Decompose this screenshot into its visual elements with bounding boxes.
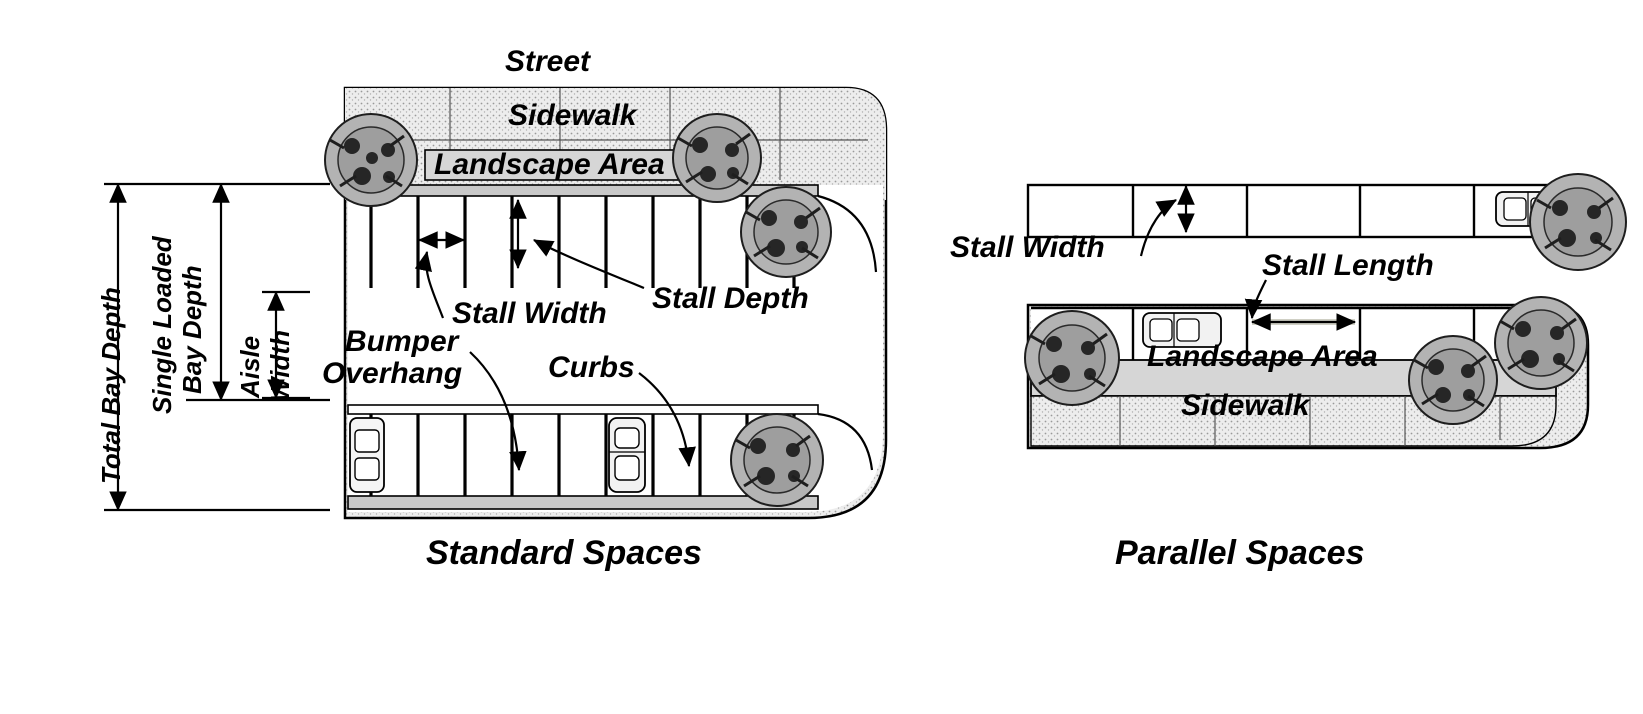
label-landscape-area-parallel: Landscape Area [1147,340,1378,373]
tree-standard-4 [731,414,823,506]
label-sidewalk-parallel: Sidewalk [1181,389,1310,422]
label-single-loaded-bay-depth-line1: Single Loaded [147,236,177,414]
label-aisle-width-line2: Width [265,330,295,402]
label-street: Street [505,45,591,78]
label-landscape-area-standard: Landscape Area [434,148,665,181]
tree-parallel-3 [1495,297,1587,389]
curb-bottom [348,496,818,509]
label-stall-depth-standard: Stall Depth [652,282,809,315]
label-stall-length-parallel: Stall Length [1262,249,1434,282]
car-standard-middle [609,418,645,492]
dim-total-bay-depth [104,184,330,510]
label-stall-width-parallel: Stall Width [950,231,1105,264]
tree-standard-1 [325,114,417,206]
label-sidewalk-standard: Sidewalk [508,99,637,132]
tree-parallel-4 [1409,336,1497,424]
label-total-bay-depth: Total Bay Depth [96,287,126,484]
tree-standard-2 [673,114,761,202]
car-standard-left [350,418,384,492]
label-aisle-width-line1: Aisle [235,335,265,398]
label-curbs: Curbs [548,351,635,384]
label-bumper-overhang-line2: Overhang [322,357,463,390]
label-stall-width-standard: Stall Width [452,297,607,330]
tree-parallel-2 [1025,311,1119,405]
label-bumper-overhang-line1: Bumper [345,325,459,358]
parallel-spaces-plan [1025,174,1626,448]
label-single-loaded-bay-depth-line2: Bay Depth [177,265,207,394]
caption-standard-spaces: Standard Spaces [426,534,702,572]
tree-standard-3 [741,187,831,277]
tree-parallel-1 [1530,174,1626,270]
curb-middle [348,405,818,414]
caption-parallel-spaces: Parallel Spaces [1115,534,1365,572]
